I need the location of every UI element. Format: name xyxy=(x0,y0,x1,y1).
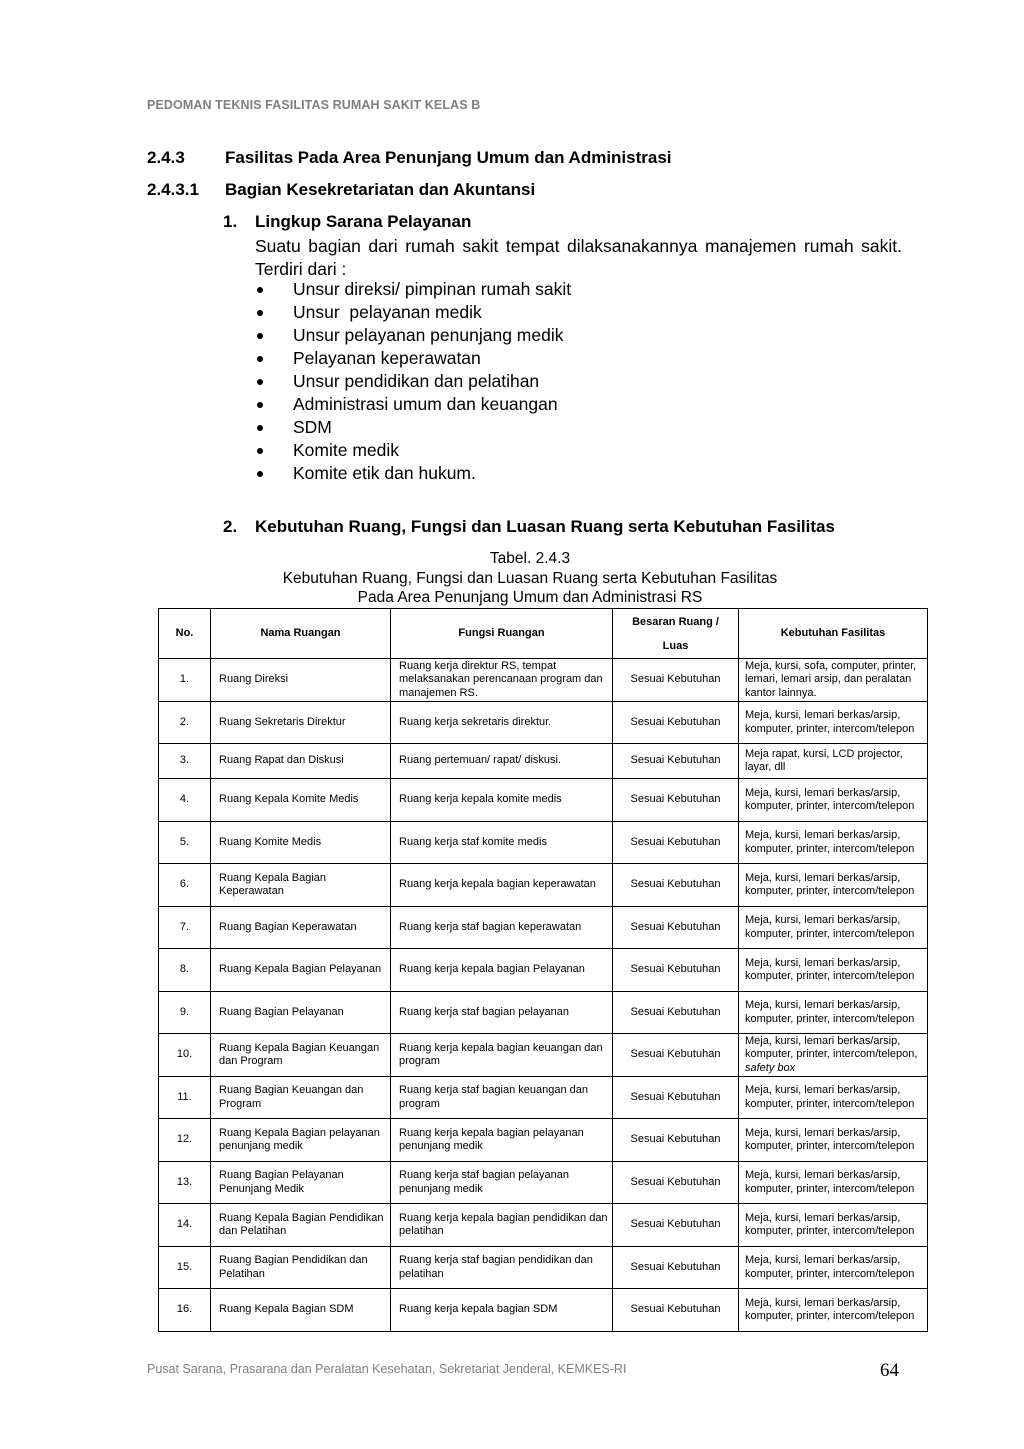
running-header: PEDOMAN TEKNIS FASILITAS RUMAH SAKIT KELAS B xyxy=(147,98,481,112)
cell-kebutuhan-fasilitas: Meja, kursi, lemari berkas/arsip, komputer, printer, intercom/telepon xyxy=(739,822,928,864)
cell-kebutuhan-fasilitas: Meja, kursi, lemari berkas/arsip, komputer, printer, intercom/telepon xyxy=(739,1247,928,1289)
cell-fungsi-ruangan: Ruang kerja kepala bagian Pelayanan xyxy=(391,949,613,992)
cell-besaran: Sesuai Kebutuhan xyxy=(613,1034,739,1077)
cell-fungsi-ruangan: Ruang kerja staf bagian keperawatan xyxy=(391,907,613,949)
cell-no: 6. xyxy=(159,864,211,907)
table-row xyxy=(159,1247,928,1289)
cell-fungsi-ruangan: Ruang kerja staf bagian pendidikan dan pelatihan xyxy=(391,1247,613,1289)
cell-no: 11. xyxy=(159,1077,211,1119)
table-row xyxy=(159,992,928,1034)
cell-kebutuhan-fasilitas: Meja, kursi, lemari berkas/arsip, komputer, printer, intercom/telepon xyxy=(739,1204,928,1247)
cell-besaran: Sesuai Kebutuhan xyxy=(613,702,739,744)
cell-besaran: Sesuai Kebutuhan xyxy=(613,1204,739,1247)
section-number: 2.4.3 xyxy=(147,148,185,167)
item-1-number: 1. xyxy=(223,212,238,231)
cell-nama-ruangan: Ruang Kepala Bagian SDM xyxy=(211,1289,391,1332)
bullet-icon xyxy=(257,379,263,385)
table-row xyxy=(159,1204,928,1247)
cell-no: 2. xyxy=(159,702,211,744)
cell-no: 4. xyxy=(159,779,211,822)
table-row xyxy=(159,779,928,822)
cell-no: 3. xyxy=(159,744,211,779)
bullet-icon xyxy=(257,402,263,408)
cell-kebutuhan-fasilitas: Meja, kursi, lemari berkas/arsip, komputer, printer, intercom/telepon xyxy=(739,1119,928,1162)
cell-besaran: Sesuai Kebutuhan xyxy=(613,1077,739,1119)
list-item: Komite medik xyxy=(255,439,571,462)
cell-nama-ruangan: Ruang Sekretaris Direktur xyxy=(211,702,391,744)
bullet-icon xyxy=(257,448,263,454)
cell-nama-ruangan: Ruang Rapat dan Diskusi xyxy=(211,744,391,779)
item-2-label: Kebutuhan Ruang, Fungsi dan Luasan Ruang serta Kebutuhan Fasilitas xyxy=(255,517,835,536)
cell-kebutuhan-fasilitas: Meja, kursi, lemari berkas/arsip, komputer, printer, intercom/telepon xyxy=(739,949,928,992)
item-2-title xyxy=(223,517,835,537)
cell-no: 1. xyxy=(159,659,211,702)
cell-kebutuhan-fasilitas: Meja, kursi, lemari berkas/arsip, komputer, printer, intercom/telepon xyxy=(739,702,928,744)
cell-fungsi-ruangan: Ruang kerja kepala bagian pendidikan dan pelatihan xyxy=(391,1204,613,1247)
table-row xyxy=(159,1034,928,1077)
cell-no: 14. xyxy=(159,1204,211,1247)
list-item: Pelayanan keperawatan xyxy=(255,347,571,370)
item-2-number: 2. xyxy=(223,517,238,536)
cell-no: 7. xyxy=(159,907,211,949)
section-title: Fasilitas Pada Area Penunjang Umum dan Administrasi xyxy=(225,148,672,167)
table-row xyxy=(159,1077,928,1119)
cell-nama-ruangan: Ruang Bagian Keuangan dan Program xyxy=(211,1077,391,1119)
facility-table xyxy=(158,608,928,1332)
footer-text: Pusat Sarana, Prasarana dan Peralatan Kesehatan, Sekretariat Jenderal, KEMKES-RI xyxy=(147,1362,627,1376)
cell-no: 13. xyxy=(159,1162,211,1204)
cell-nama-ruangan: Ruang Kepala Bagian Keuangan dan Program xyxy=(211,1034,391,1077)
cell-besaran: Sesuai Kebutuhan xyxy=(613,864,739,907)
bullet-icon xyxy=(257,471,263,477)
cell-besaran: Sesuai Kebutuhan xyxy=(613,659,739,702)
cell-kebutuhan-fasilitas: Meja rapat, kursi, LCD projector, layar, dll xyxy=(739,744,928,779)
cell-no: 12. xyxy=(159,1119,211,1162)
cell-besaran: Sesuai Kebutuhan xyxy=(613,822,739,864)
cell-nama-ruangan: Ruang Bagian Pelayanan xyxy=(211,992,391,1034)
table-row xyxy=(159,822,928,864)
cell-nama-ruangan: Ruang Komite Medis xyxy=(211,822,391,864)
cell-nama-ruangan: Ruang Kepala Bagian pelayanan penunjang medik xyxy=(211,1119,391,1162)
header-no: No. xyxy=(159,609,211,659)
cell-fungsi-ruangan: Ruang kerja direktur RS, tempat melaksanakan perencanaan program dan manajemen RS. xyxy=(391,659,613,702)
table-body xyxy=(159,659,928,1332)
cell-kebutuhan-fasilitas: Meja, kursi, lemari berkas/arsip, komputer, printer, intercom/telepon, safety box xyxy=(739,1034,928,1077)
cell-besaran: Sesuai Kebutuhan xyxy=(613,992,739,1034)
table-row xyxy=(159,1289,928,1332)
cell-no: 15. xyxy=(159,1247,211,1289)
cell-fungsi-ruangan: Ruang kerja kepala bagian pelayanan penunjang medik xyxy=(391,1119,613,1162)
table-caption-subtitle: Pada Area Penunjang Umum dan Administrasi RS xyxy=(357,589,703,606)
table-row xyxy=(159,1119,928,1162)
cell-kebutuhan-fasilitas: Meja, kursi, lemari berkas/arsip, komputer, printer, intercom/telepon xyxy=(739,1289,928,1332)
table-row xyxy=(159,1162,928,1204)
bullet-icon xyxy=(257,333,263,339)
header-besaran-ruang: Besaran Ruang / Luas xyxy=(613,609,739,659)
list-item: Unsur pendidikan dan pelatihan xyxy=(255,370,571,393)
cell-besaran: Sesuai Kebutuhan xyxy=(613,1162,739,1204)
cell-besaran: Sesuai Kebutuhan xyxy=(613,779,739,822)
cell-nama-ruangan: Ruang Bagian Pendidikan dan Pelatihan xyxy=(211,1247,391,1289)
cell-kebutuhan-fasilitas: Meja, kursi, lemari berkas/arsip, komputer, printer, intercom/telepon xyxy=(739,907,928,949)
table-row xyxy=(159,907,928,949)
cell-kebutuhan-fasilitas: Meja, kursi, lemari berkas/arsip, komputer, printer, intercom/telepon xyxy=(739,992,928,1034)
cell-fungsi-ruangan: Ruang kerja kepala bagian keperawatan xyxy=(391,864,613,907)
cell-no: 9. xyxy=(159,992,211,1034)
cell-nama-ruangan: Ruang Direksi xyxy=(211,659,391,702)
cell-kebutuhan-fasilitas: Meja, kursi, lemari berkas/arsip, komputer, printer, intercom/telepon xyxy=(739,1162,928,1204)
cell-fungsi-ruangan: Ruang kerja staf bagian pelayanan xyxy=(391,992,613,1034)
list-item: SDM xyxy=(255,416,571,439)
subsection-number: 2.4.3.1 xyxy=(147,180,199,199)
cell-fungsi-ruangan: Ruang kerja staf bagian keuangan dan program xyxy=(391,1077,613,1119)
item-1-title xyxy=(223,212,471,232)
cell-fungsi-ruangan: Ruang kerja kepala komite medis xyxy=(391,779,613,822)
bullet-icon xyxy=(257,287,263,293)
cell-fungsi-ruangan: Ruang kerja staf komite medis xyxy=(391,822,613,864)
cell-besaran: Sesuai Kebutuhan xyxy=(613,1289,739,1332)
table-caption-number: Tabel. 2.4.3 xyxy=(489,550,571,567)
bullet-icon xyxy=(257,310,263,316)
table-caption-title: Kebutuhan Ruang, Fungsi dan Luasan Ruang serta Kebutuhan Fasilitas xyxy=(282,570,778,587)
cell-kebutuhan-fasilitas: Meja, kursi, sofa, computer, printer, lemari, lemari arsip, dan peralatan kantor lainnya. xyxy=(739,659,928,702)
table-row xyxy=(159,744,928,779)
list-item: Administrasi umum dan keuangan xyxy=(255,393,571,416)
cell-kebutuhan-fasilitas: Meja, kursi, lemari berkas/arsip, komputer, printer, intercom/telepon xyxy=(739,864,928,907)
page-number: 64 xyxy=(880,1360,899,1381)
cell-no: 5. xyxy=(159,822,211,864)
cell-no: 8. xyxy=(159,949,211,992)
cell-besaran: Sesuai Kebutuhan xyxy=(613,1119,739,1162)
cell-fungsi-ruangan: Ruang kerja staf bagian pelayanan penunjang medik xyxy=(391,1162,613,1204)
list-item: Unsur direksi/ pimpinan rumah sakit xyxy=(255,278,571,301)
list-item: Komite etik dan hukum. xyxy=(255,462,571,485)
cell-kebutuhan-fasilitas: Meja, kursi, lemari berkas/arsip, komputer, printer, intercom/telepon xyxy=(739,779,928,822)
table-row xyxy=(159,702,928,744)
bullet-icon xyxy=(257,356,263,362)
cell-fungsi-ruangan: Ruang kerja kepala bagian SDM xyxy=(391,1289,613,1332)
cell-nama-ruangan: Ruang Bagian Pelayanan Penunjang Medik xyxy=(211,1162,391,1204)
cell-nama-ruangan: Ruang Kepala Bagian Pelayanan xyxy=(211,949,391,992)
cell-nama-ruangan: Ruang Bagian Keperawatan xyxy=(211,907,391,949)
header-nama-ruangan: Nama Ruangan xyxy=(211,609,391,659)
cell-no: 10. xyxy=(159,1034,211,1077)
cell-nama-ruangan: Ruang Kepala Komite Medis xyxy=(211,779,391,822)
item-1-label: Lingkup Sarana Pelayanan xyxy=(255,212,472,231)
fasilitas-italic-note: safety box xyxy=(745,1061,796,1074)
header-kebutuhan-fasilitas: Kebutuhan Fasilitas xyxy=(739,609,928,659)
cell-fungsi-ruangan: Ruang kerja sekretaris direktur. xyxy=(391,702,613,744)
subsection-title: Bagian Kesekretariatan dan Akuntansi xyxy=(225,180,536,199)
table-row xyxy=(159,864,928,907)
table-header-row xyxy=(159,609,928,659)
cell-besaran: Sesuai Kebutuhan xyxy=(613,1247,739,1289)
item-1-paragraph: Suatu bagian dari rumah sakit tempat dilaksanakannya manajemen rumah sakit. Terdiri dari : xyxy=(255,236,902,279)
list-item: Unsur pelayanan penunjang medik xyxy=(255,324,571,347)
cell-fungsi-ruangan: Ruang kerja kepala bagian keuangan dan program xyxy=(391,1034,613,1077)
scope-bullet-list xyxy=(255,278,571,485)
cell-besaran: Sesuai Kebutuhan xyxy=(613,744,739,779)
cell-fungsi-ruangan: Ruang pertemuan/ rapat/ diskusi. xyxy=(391,744,613,779)
cell-nama-ruangan: Ruang Kepala Bagian Keperawatan xyxy=(211,864,391,907)
list-item: Unsur pelayanan medik xyxy=(255,301,571,324)
cell-besaran: Sesuai Kebutuhan xyxy=(613,907,739,949)
header-fungsi-ruangan: Fungsi Ruangan xyxy=(391,609,613,659)
table-row xyxy=(159,659,928,702)
cell-nama-ruangan: Ruang Kepala Bagian Pendidikan dan Pelatihan xyxy=(211,1204,391,1247)
cell-no: 16. xyxy=(159,1289,211,1332)
cell-kebutuhan-fasilitas: Meja, kursi, lemari berkas/arsip, komputer, printer, intercom/telepon xyxy=(739,1077,928,1119)
table-row xyxy=(159,949,928,992)
bullet-icon xyxy=(257,425,263,431)
cell-besaran: Sesuai Kebutuhan xyxy=(613,949,739,992)
